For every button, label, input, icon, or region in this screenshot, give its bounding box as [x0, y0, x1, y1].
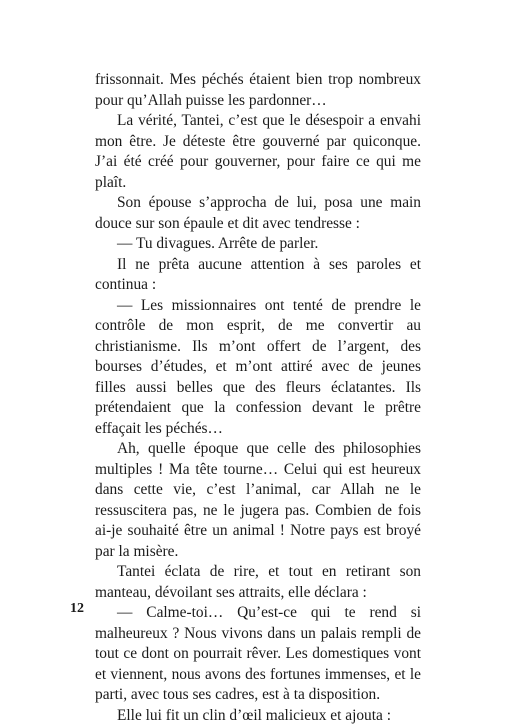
paragraph: Il ne prêta aucune attention à ses paroles et continua :	[95, 255, 421, 296]
body-text	[95, 70, 421, 726]
dialogue-line: — Les missionnaires ont tenté de prendre le contrôle de mon esprit, de me convertir au christianisme. Ils m’ont offert de l’argent, des bourses d’études, et m’ont attiré avec de jeunes filles aussi belles que des fleurs éclatantes. Ils prétendaient que la confession devant le prêtre effaçait les péchés…	[95, 296, 421, 440]
page-number: 12	[70, 601, 84, 617]
dialogue-line: — Tu divagues. Arrête de parler.	[95, 234, 421, 255]
dialogue-line: — Calme-toi… Qu’est-ce qui te rend si malheureux ? Nous vivons dans un palais rempli de tout ce dont on pourrait rêver. Les domestiques vont et viennent, nous avons des fortunes immenses, et le parti, avec tous ses cadres, est à ta disposition.	[95, 603, 421, 706]
paragraph: frissonnait. Mes péchés étaient bien trop nombreux pour qu’Allah puisse les pardonner…	[95, 70, 421, 111]
paragraph: La vérité, Tantei, c’est que le désespoir a envahi mon être. Je déteste être gouverné par quiconque. J’ai été créé pour gouverner, pour faire ce qui me plaît.	[95, 111, 421, 193]
paragraph: Tantei éclata de rire, et tout en retirant son manteau, dévoilant ses attraits, elle déclara :	[95, 562, 421, 603]
paragraph: Elle lui fit un clin d’œil malicieux et ajouta :	[95, 706, 421, 726]
paragraph: Ah, quelle époque que celle des philosophies multiples ! Ma tête tourne… Celui qui est heureux dans cette vie, c’est l’animal, car Allah ne le ressuscitera pas, ne le jugera pas. Combien de fois ai-je souhaité être un animal ! Notre pays est broyé par la misère.	[95, 439, 421, 562]
paragraph: Son épouse s’approcha de lui, posa une main douce sur son épaule et dit avec tendresse :	[95, 193, 421, 234]
